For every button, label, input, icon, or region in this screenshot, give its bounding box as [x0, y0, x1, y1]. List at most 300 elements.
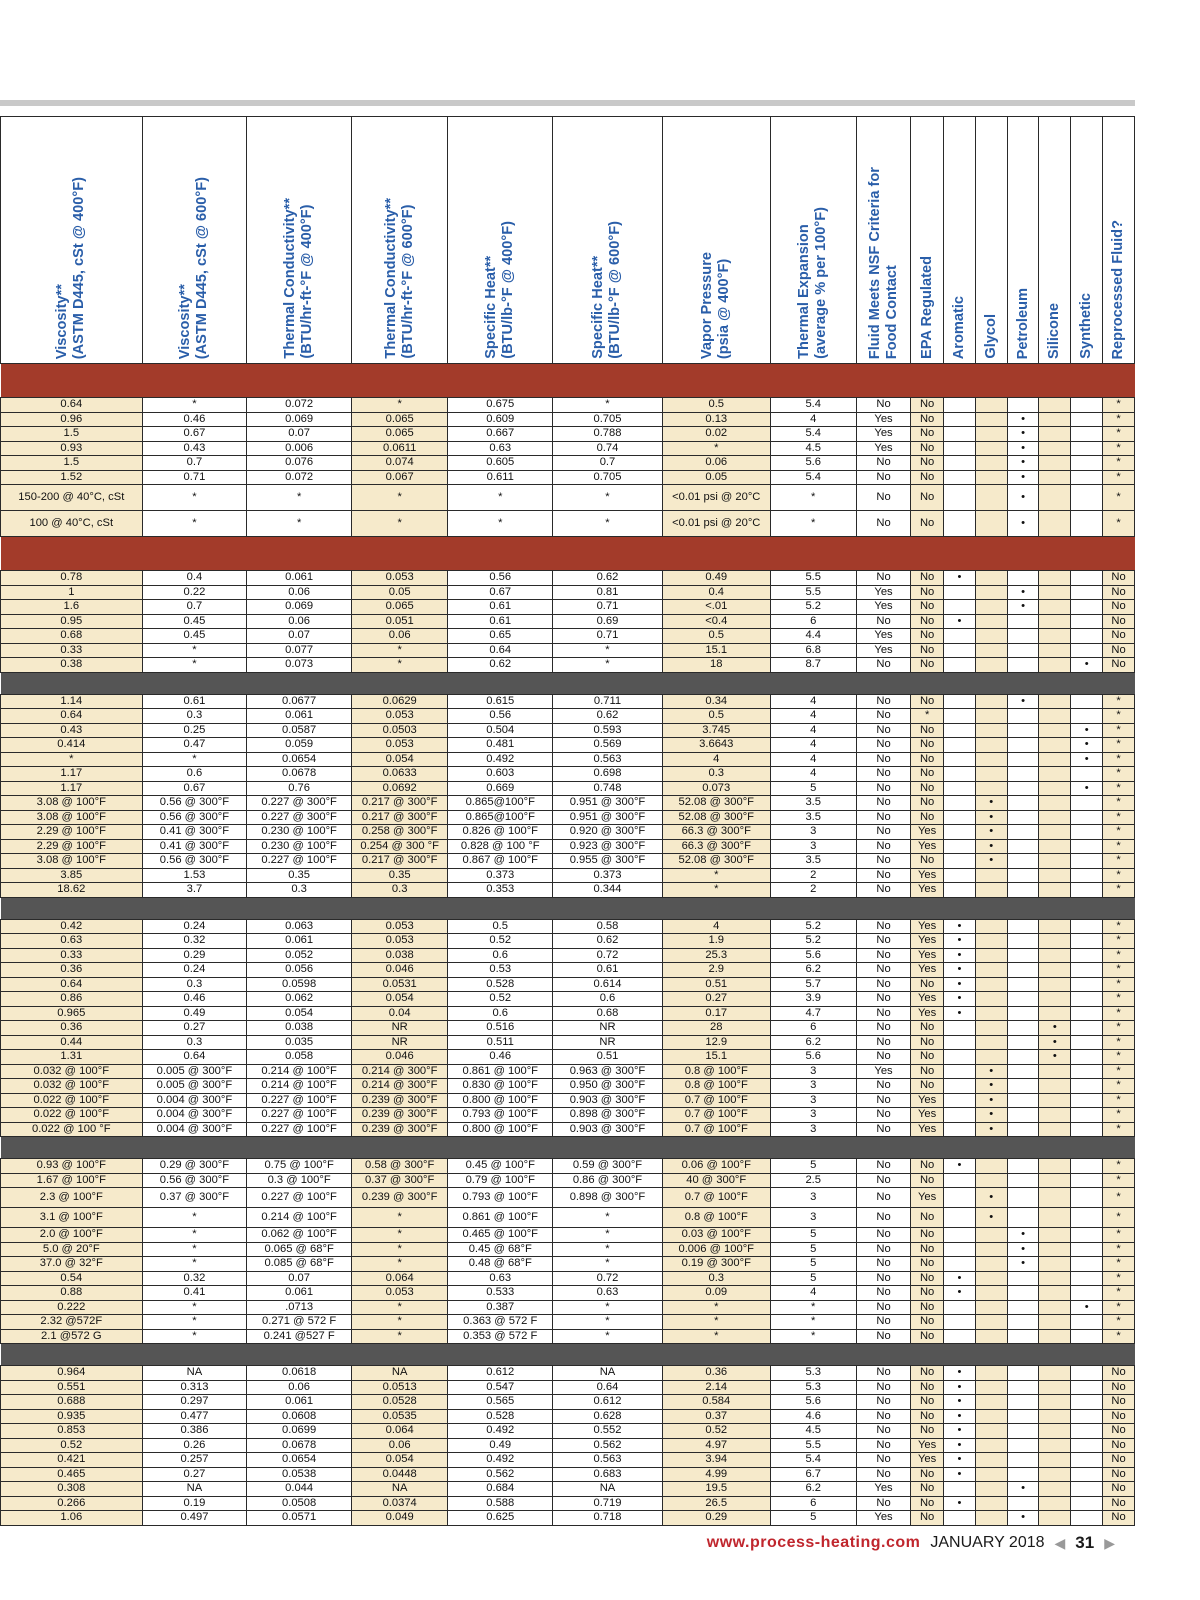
- table-cell: 6.8: [770, 643, 856, 658]
- table-cell: 0.72: [553, 948, 663, 963]
- table-cell: [944, 470, 976, 485]
- table-cell: Yes: [856, 441, 910, 456]
- table-cell: 0.7 @ 100°F: [662, 1093, 770, 1108]
- table-cell: [975, 1366, 1007, 1381]
- table-cell: No: [856, 398, 910, 413]
- table-cell: 15.1: [662, 643, 770, 658]
- table-cell: *: [1103, 1271, 1135, 1286]
- table-cell: No: [856, 1271, 910, 1286]
- table-cell: [944, 1242, 976, 1257]
- table-cell: •: [944, 919, 976, 934]
- table-cell: [1071, 398, 1103, 413]
- table-cell: [1007, 1467, 1039, 1482]
- table-cell: 0.793 @ 100°F: [448, 1108, 553, 1123]
- table-cell: *: [351, 1315, 447, 1330]
- table-cell: [1039, 398, 1071, 413]
- table-cell: [1039, 1482, 1071, 1497]
- table-cell: 0.061: [247, 571, 352, 586]
- table-cell: [1071, 1242, 1103, 1257]
- table-cell: No: [856, 1467, 910, 1482]
- table-row: [1, 1228, 1135, 1243]
- table-cell: Yes: [856, 629, 910, 644]
- table-cell: *: [770, 1300, 856, 1315]
- table-cell: 0.465: [1, 1467, 143, 1482]
- table-cell: [944, 412, 976, 427]
- table-cell: •: [944, 992, 976, 1007]
- table-cell: *: [1103, 963, 1135, 978]
- table-cell: 0.562: [448, 1467, 553, 1482]
- table-cell: 0.053: [351, 709, 447, 724]
- table-cell: 0.32: [142, 1271, 247, 1286]
- table-cell: [1039, 1064, 1071, 1079]
- table-cell: No: [1103, 1409, 1135, 1424]
- table-cell: No: [856, 470, 910, 485]
- table-cell: No: [856, 1173, 910, 1188]
- table-cell: [1071, 614, 1103, 629]
- table-cell: [1007, 1286, 1039, 1301]
- table-cell: 0.239 @ 300°F: [351, 1108, 447, 1123]
- table-cell: 5.3: [770, 1380, 856, 1395]
- table-cell: 0.533: [448, 1286, 553, 1301]
- table-cell: No: [856, 571, 910, 586]
- table-cell: 0.588: [448, 1496, 553, 1511]
- table-cell: [1071, 412, 1103, 427]
- table-cell: 26.5: [662, 1496, 770, 1511]
- table-cell: 0.69: [553, 614, 663, 629]
- table-cell: 3.5: [770, 854, 856, 869]
- table-cell: Yes: [856, 427, 910, 442]
- table-row: [1, 883, 1135, 898]
- table-cell: [1039, 694, 1071, 709]
- table-cell: Yes: [911, 1108, 944, 1123]
- table-cell: No: [911, 1366, 944, 1381]
- table-cell: 0.528: [448, 1409, 553, 1424]
- table-cell: [1071, 643, 1103, 658]
- table-cell: [1071, 1395, 1103, 1410]
- table-cell: 4.99: [662, 1467, 770, 1482]
- table-cell: 4: [770, 1286, 856, 1301]
- table-cell: •: [975, 1093, 1007, 1108]
- table-cell: 0.072: [247, 470, 352, 485]
- table-cell: 0.898 @ 300°F: [553, 1188, 663, 1208]
- table-cell: 0.56 @ 300°F: [142, 1173, 247, 1188]
- table-cell: *: [351, 643, 447, 658]
- table-cell: [944, 1208, 976, 1228]
- table-cell: 0.239 @ 300°F: [351, 1122, 447, 1137]
- table-cell: 0.09: [662, 1286, 770, 1301]
- table-cell: [1007, 709, 1039, 724]
- table-cell: [944, 767, 976, 782]
- table-cell: [1039, 1242, 1071, 1257]
- table-cell: [1007, 1300, 1039, 1315]
- table-cell: *: [142, 658, 247, 673]
- table-cell: [1039, 1329, 1071, 1344]
- table-cell: 0.065: [351, 600, 447, 615]
- table-cell: [1071, 1496, 1103, 1511]
- table-cell: [1007, 919, 1039, 934]
- table-cell: 2.14: [662, 1380, 770, 1395]
- table-row: [1, 600, 1135, 615]
- table-cell: 0.0538: [247, 1467, 352, 1482]
- table-cell: [975, 1496, 1007, 1511]
- table-cell: No: [911, 1395, 944, 1410]
- table-cell: No: [856, 1496, 910, 1511]
- table-cell: No: [911, 1159, 944, 1174]
- table-cell: 4: [770, 767, 856, 782]
- table-cell: 0.45: [142, 629, 247, 644]
- table-cell: [975, 585, 1007, 600]
- table-cell: [1071, 1050, 1103, 1065]
- table-cell: 0.88: [1, 1286, 143, 1301]
- table-cell: [1071, 1409, 1103, 1424]
- table-cell: 0.313: [142, 1380, 247, 1395]
- column-header-label: Silicone: [1046, 303, 1063, 359]
- column-header-label: Vapor Pressure (psia @ 400°F): [699, 251, 733, 359]
- table-cell: •: [1039, 1050, 1071, 1065]
- table-cell: [1039, 1366, 1071, 1381]
- table-cell: [975, 919, 1007, 934]
- table-cell: *: [142, 1228, 247, 1243]
- table-cell: *: [1103, 738, 1135, 753]
- top-rule: [0, 100, 1135, 106]
- table-cell: •: [944, 963, 976, 978]
- column-header-label: EPA Regulated: [918, 256, 935, 359]
- table-cell: [1007, 948, 1039, 963]
- table-cell: •: [1007, 1257, 1039, 1272]
- table-cell: 3.08 @ 100°F: [1, 854, 143, 869]
- table-cell: *: [142, 643, 247, 658]
- table-cell: 0.064: [351, 1271, 447, 1286]
- table-cell: •: [975, 854, 1007, 869]
- table-cell: *: [142, 1300, 247, 1315]
- table-cell: 3.9: [770, 992, 856, 1007]
- table-row: [1, 977, 1135, 992]
- table-cell: [944, 1035, 976, 1050]
- table-cell: 0.861 @ 100°F: [448, 1208, 553, 1228]
- table-cell: [1007, 1035, 1039, 1050]
- table-cell: *: [662, 1315, 770, 1330]
- table-cell: [1039, 1159, 1071, 1174]
- table-row: [1, 1453, 1135, 1468]
- table-cell: [975, 1021, 1007, 1036]
- table-cell: [944, 1257, 976, 1272]
- table-cell: [1071, 1079, 1103, 1094]
- table-cell: [1039, 1496, 1071, 1511]
- table-cell: *: [1103, 854, 1135, 869]
- table-cell: No: [911, 1496, 944, 1511]
- table-cell: 0.073: [662, 781, 770, 796]
- table-cell: [1007, 398, 1039, 413]
- table-cell: 0.27: [142, 1021, 247, 1036]
- table-cell: 0.0535: [351, 1409, 447, 1424]
- table-row: [1, 694, 1135, 709]
- table-cell: [1071, 992, 1103, 1007]
- table-cell: [1039, 1300, 1071, 1315]
- table-cell: 0.214 @ 300°F: [351, 1064, 447, 1079]
- table-row: [1, 1511, 1135, 1526]
- table-cell: 0.74: [553, 441, 663, 456]
- table-cell: *: [448, 511, 553, 537]
- table-cell: [944, 709, 976, 724]
- table-cell: [1039, 868, 1071, 883]
- table-cell: 0.718: [553, 1511, 663, 1526]
- table-cell: 0.593: [553, 723, 663, 738]
- table-cell: 0.964: [1, 1366, 143, 1381]
- table-cell: 0.547: [448, 1380, 553, 1395]
- table-cell: [1007, 1496, 1039, 1511]
- table-cell: •: [944, 1395, 976, 1410]
- table-cell: [1071, 511, 1103, 537]
- table-cell: No: [911, 427, 944, 442]
- table-cell: 0.0571: [247, 1511, 352, 1526]
- section-band: [1, 672, 1135, 694]
- table-cell: [975, 1006, 1007, 1021]
- table-cell: 1.6: [1, 600, 143, 615]
- table-cell: [1039, 1188, 1071, 1208]
- table-cell: [1007, 1315, 1039, 1330]
- table-cell: 0.239 @ 300°F: [351, 1093, 447, 1108]
- table-cell: *: [1103, 1093, 1135, 1108]
- table-cell: No: [911, 723, 944, 738]
- table-cell: [1071, 1228, 1103, 1243]
- table-cell: [975, 1242, 1007, 1257]
- table-cell: *: [1103, 1257, 1135, 1272]
- table-cell: *: [770, 1329, 856, 1344]
- table-cell: *: [662, 1300, 770, 1315]
- table-cell: 0.923 @ 300°F: [553, 839, 663, 854]
- table-cell: [1071, 1424, 1103, 1439]
- table-cell: 0.37: [662, 1409, 770, 1424]
- table-row: [1, 1021, 1135, 1036]
- table-cell: [1071, 767, 1103, 782]
- table-cell: *: [1103, 977, 1135, 992]
- table-cell: *: [142, 1257, 247, 1272]
- table-cell: 0.37 @ 300°F: [351, 1173, 447, 1188]
- page-footer: [707, 1533, 1115, 1553]
- table-cell: 2.1 @572 G: [1, 1329, 143, 1344]
- table-cell: 0.698: [553, 767, 663, 782]
- table-body: [1, 364, 1135, 1526]
- table-cell: 0.046: [351, 963, 447, 978]
- table-cell: 0.07: [247, 1271, 352, 1286]
- table-cell: 3: [770, 825, 856, 840]
- table-row: [1, 1208, 1135, 1228]
- table-cell: 1.06: [1, 1511, 143, 1526]
- table-cell: [1071, 1035, 1103, 1050]
- table-cell: [1039, 571, 1071, 586]
- table-cell: No: [856, 1208, 910, 1228]
- table-cell: No: [911, 1511, 944, 1526]
- table-cell: 4.6: [770, 1409, 856, 1424]
- table-cell: NA: [142, 1482, 247, 1497]
- table-cell: 0.29: [142, 948, 247, 963]
- table-cell: •: [1071, 738, 1103, 753]
- table-cell: 1.17: [1, 767, 143, 782]
- table-cell: 0.853: [1, 1424, 143, 1439]
- table-cell: 5.4: [770, 398, 856, 413]
- table-cell: [975, 1173, 1007, 1188]
- table-cell: 0.711: [553, 694, 663, 709]
- table-cell: *: [1103, 694, 1135, 709]
- table-cell: 0.552: [553, 1424, 663, 1439]
- table-cell: 0.077: [247, 643, 352, 658]
- table-cell: No: [911, 412, 944, 427]
- table-cell: 0.49: [142, 1006, 247, 1021]
- table-cell: NA: [351, 1482, 447, 1497]
- table-cell: *: [553, 1315, 663, 1330]
- table-cell: 0.0618: [247, 1366, 352, 1381]
- table-cell: No: [856, 796, 910, 811]
- table-cell: 2.32 @572F: [1, 1315, 143, 1330]
- table-cell: No: [911, 781, 944, 796]
- table-cell: •: [1039, 1021, 1071, 1036]
- column-header-label: Reprocessed Fluid?: [1110, 219, 1127, 359]
- table-row: [1, 585, 1135, 600]
- table-cell: Yes: [856, 1511, 910, 1526]
- table-cell: 0.363 @ 572 F: [448, 1315, 553, 1330]
- table-cell: 0.78: [1, 571, 143, 586]
- table-cell: 0.7: [553, 456, 663, 471]
- table-cell: Yes: [911, 1093, 944, 1108]
- column-header-label: Petroleum: [1014, 287, 1031, 359]
- table-row: [1, 1271, 1135, 1286]
- table-cell: *: [247, 485, 352, 511]
- table-cell: [1039, 1108, 1071, 1123]
- table-cell: [1071, 839, 1103, 854]
- table-cell: 0.41: [142, 1286, 247, 1301]
- table-cell: 0.64: [553, 1380, 663, 1395]
- table-cell: NA: [553, 1366, 663, 1381]
- table-cell: 3: [770, 1122, 856, 1137]
- column-header-4: [448, 117, 553, 364]
- table-cell: [1007, 1122, 1039, 1137]
- table-cell: 4.7: [770, 1006, 856, 1021]
- table-cell: *: [1103, 1006, 1135, 1021]
- table-cell: No: [1103, 1482, 1135, 1497]
- table-row: [1, 1424, 1135, 1439]
- table-cell: 0.3 @ 100°F: [247, 1173, 352, 1188]
- table-cell: [1039, 1315, 1071, 1330]
- table-cell: *: [1103, 839, 1135, 854]
- footer-url[interactable]: www.process-heating.com: [706, 1534, 921, 1551]
- table-cell: 0.41 @ 300°F: [142, 839, 247, 854]
- table-cell: 0.8 @ 100°F: [662, 1064, 770, 1079]
- table-cell: *: [247, 511, 352, 537]
- table-cell: 0.073: [247, 658, 352, 673]
- table-cell: No: [1103, 571, 1135, 586]
- table-cell: 0.516: [448, 1021, 553, 1036]
- table-cell: 0.230 @ 100°F: [247, 825, 352, 840]
- table-cell: [944, 868, 976, 883]
- table-cell: 0.71: [553, 600, 663, 615]
- table-cell: 0.0608: [247, 1409, 352, 1424]
- table-cell: 28: [662, 1021, 770, 1036]
- table-cell: 0.33: [1, 643, 143, 658]
- table-cell: 5.6: [770, 456, 856, 471]
- table-cell: [975, 738, 1007, 753]
- table-cell: No: [911, 456, 944, 471]
- table-cell: *: [553, 1208, 663, 1228]
- table-cell: *: [1103, 1159, 1135, 1174]
- table-cell: •: [1071, 658, 1103, 673]
- table-cell: [1071, 441, 1103, 456]
- table-cell: 0.053: [351, 1286, 447, 1301]
- table-cell: 0.748: [553, 781, 663, 796]
- table-cell: [1007, 810, 1039, 825]
- table-cell: [1039, 781, 1071, 796]
- table-row: [1, 1035, 1135, 1050]
- table-cell: 0.217 @ 300°F: [351, 796, 447, 811]
- table-cell: No: [911, 1035, 944, 1050]
- table-cell: [1071, 1188, 1103, 1208]
- table-cell: No: [856, 1315, 910, 1330]
- table-cell: [1039, 825, 1071, 840]
- table-cell: 0.038: [351, 948, 447, 963]
- table-cell: [1007, 1329, 1039, 1344]
- table-cell: [1039, 614, 1071, 629]
- table-cell: *: [1103, 1173, 1135, 1188]
- table-cell: No: [1103, 643, 1135, 658]
- table-cell: [1039, 1380, 1071, 1395]
- column-header-10: [944, 117, 976, 364]
- table-cell: 0.072: [247, 398, 352, 413]
- table-cell: 5: [770, 1257, 856, 1272]
- table-cell: No: [856, 1228, 910, 1243]
- table-cell: 0.032 @ 100°F: [1, 1064, 143, 1079]
- table-cell: *: [553, 1242, 663, 1257]
- table-cell: 0.46: [142, 412, 247, 427]
- table-cell: 0.4: [142, 571, 247, 586]
- table-cell: 3: [770, 1093, 856, 1108]
- table-cell: [1039, 412, 1071, 427]
- table-cell: 0.7 @ 100°F: [662, 1108, 770, 1123]
- table-row: [1, 781, 1135, 796]
- table-cell: [1007, 1380, 1039, 1395]
- table-cell: [1071, 1122, 1103, 1137]
- table-cell: 0.035: [247, 1035, 352, 1050]
- table-cell: •: [975, 810, 1007, 825]
- table-cell: [1071, 796, 1103, 811]
- table-cell: No: [856, 1108, 910, 1123]
- table-cell: 1.5: [1, 456, 143, 471]
- table-cell: 5.6: [770, 1395, 856, 1410]
- table-cell: *: [351, 1208, 447, 1228]
- table-cell: 0.0508: [247, 1496, 352, 1511]
- table-cell: 0.0699: [247, 1424, 352, 1439]
- table-cell: •: [944, 1409, 976, 1424]
- table-cell: [1071, 1108, 1103, 1123]
- table-row: [1, 1079, 1135, 1094]
- table-cell: No: [911, 854, 944, 869]
- table-cell: 0.61: [448, 600, 553, 615]
- table-cell: *: [662, 441, 770, 456]
- table-cell: [1007, 1188, 1039, 1208]
- table-cell: No: [856, 934, 910, 949]
- table-cell: [944, 1079, 976, 1094]
- table-cell: 4.97: [662, 1438, 770, 1453]
- table-cell: [1007, 1271, 1039, 1286]
- table-cell: No: [911, 1409, 944, 1424]
- table-cell: 0.257: [142, 1453, 247, 1468]
- table-cell: [975, 883, 1007, 898]
- table-cell: 0.63: [448, 1271, 553, 1286]
- table-cell: [975, 398, 1007, 413]
- table-cell: No: [856, 1006, 910, 1021]
- table-cell: [1007, 1064, 1039, 1079]
- table-cell: 0.32: [142, 934, 247, 949]
- table-cell: 2.29 @ 100°F: [1, 825, 143, 840]
- table-cell: No: [856, 839, 910, 854]
